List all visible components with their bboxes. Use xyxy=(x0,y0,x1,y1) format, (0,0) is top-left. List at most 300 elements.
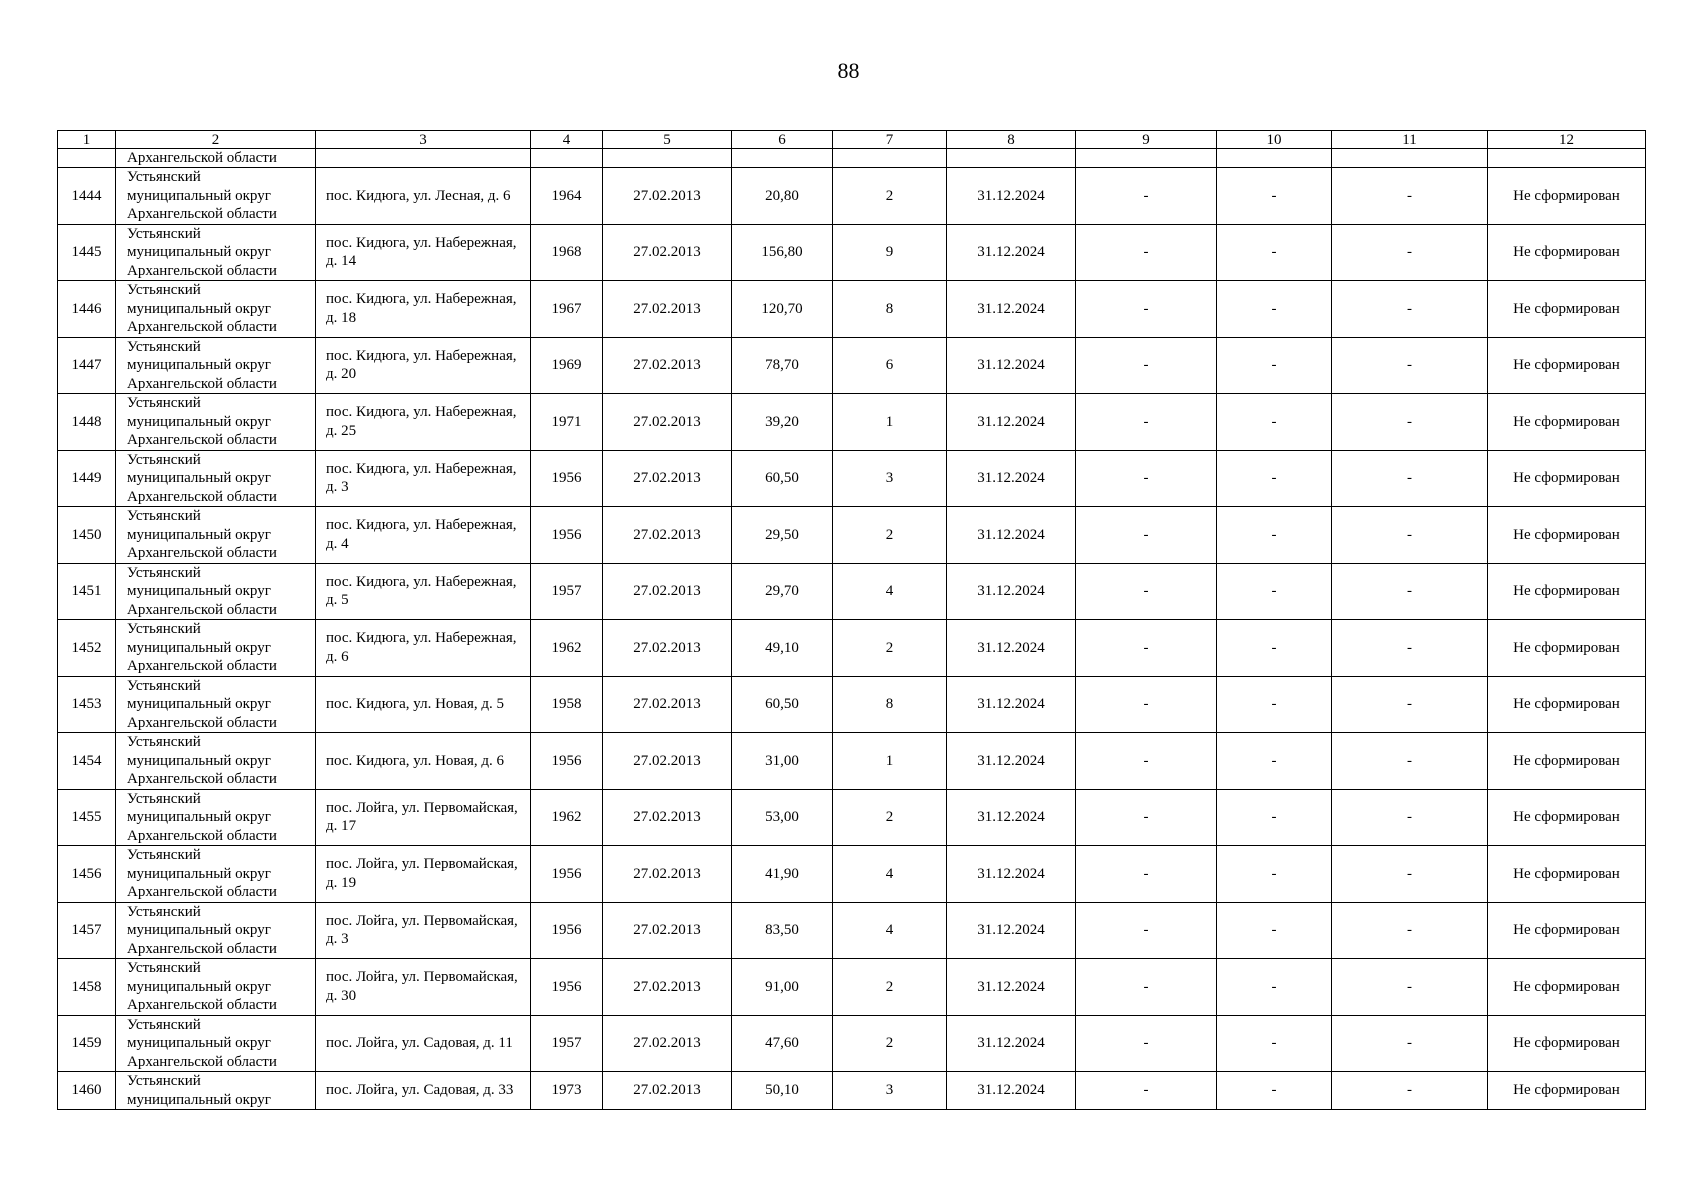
row-number-cell: 1460 xyxy=(58,1072,116,1110)
col9-cell: - xyxy=(1076,1072,1217,1110)
residents-cell: 4 xyxy=(833,846,947,903)
col10-cell: - xyxy=(1217,846,1332,903)
municipality-line: муниципальный округ xyxy=(127,752,271,769)
col10-cell: - xyxy=(1217,902,1332,959)
col9-cell: - xyxy=(1076,676,1217,733)
col10-cell: - xyxy=(1217,733,1332,790)
row-number-cell: 1447 xyxy=(58,337,116,394)
table-row xyxy=(58,902,1646,959)
col11-cell: - xyxy=(1332,224,1488,281)
deadline-date-cell: 31.12.2024 xyxy=(947,1072,1076,1110)
area-cell: 78,70 xyxy=(732,337,833,394)
municipality-cell xyxy=(116,1072,316,1110)
municipality-cell xyxy=(116,224,316,281)
table-row xyxy=(58,224,1646,281)
date-cell: 27.02.2013 xyxy=(603,168,732,225)
area-cell: 60,50 xyxy=(732,676,833,733)
column-number-row xyxy=(58,131,1646,149)
col9-cell: - xyxy=(1076,224,1217,281)
table-row xyxy=(58,846,1646,903)
column-number-3: 3 xyxy=(316,131,531,149)
municipality-cell xyxy=(116,507,316,564)
municipality-line: Устьянский xyxy=(127,225,201,242)
col11-cell: - xyxy=(1332,620,1488,677)
col11-cell: - xyxy=(1332,281,1488,338)
col11-cell: - xyxy=(1332,902,1488,959)
col10-cell: - xyxy=(1217,1015,1332,1072)
status-cell: Не сформирован xyxy=(1488,224,1646,281)
municipality-line: Архангельской области xyxy=(127,1053,277,1070)
area-cell: 50,10 xyxy=(732,1072,833,1110)
municipality-line: Устьянский xyxy=(127,395,201,411)
column-number-10: 10 xyxy=(1217,131,1332,149)
deadline-date-cell: 31.12.2024 xyxy=(947,902,1076,959)
date-cell: 27.02.2013 xyxy=(603,789,732,846)
residents-cell: 9 xyxy=(833,224,947,281)
status-cell: Не сформирован xyxy=(1488,789,1646,846)
deadline-date-cell: 31.12.2024 xyxy=(947,620,1076,677)
col11-cell: - xyxy=(1332,789,1488,846)
municipality-line: Устьянский xyxy=(127,621,201,637)
residents-cell: 2 xyxy=(833,789,947,846)
area-cell: 156,80 xyxy=(732,224,833,281)
residents-cell: 2 xyxy=(833,168,947,225)
table-row xyxy=(58,676,1646,733)
address-cell: пос. Лойга, ул. Первомайская, д. 3 xyxy=(316,902,531,959)
municipality-cell xyxy=(116,450,316,507)
col11-cell: - xyxy=(1332,676,1488,733)
table-row xyxy=(58,450,1646,507)
column-number-6: 6 xyxy=(732,131,833,149)
col11-cell: - xyxy=(1332,168,1488,225)
table-row xyxy=(58,563,1646,620)
municipality-line: Устьянский xyxy=(127,677,201,694)
municipality-line: муниципальный округ xyxy=(127,1091,271,1108)
year-built-cell: 1964 xyxy=(531,168,603,225)
col10-cell: - xyxy=(1217,507,1332,564)
municipality-line: муниципальный округ xyxy=(127,526,271,543)
residents-cell: 4 xyxy=(833,902,947,959)
table-row xyxy=(58,733,1646,790)
status-cell: Не сформирован xyxy=(1488,676,1646,733)
col9-cell: - xyxy=(1076,507,1217,564)
date-cell: 27.02.2013 xyxy=(603,394,732,451)
col11-cell xyxy=(1332,149,1488,168)
col10-cell: - xyxy=(1217,337,1332,394)
col9-cell: - xyxy=(1076,902,1217,959)
table-row xyxy=(58,281,1646,338)
municipality-line: Архангельской области xyxy=(127,771,277,787)
address-cell: пос. Кидюга, ул. Набережная, д. 14 xyxy=(316,224,531,281)
municipality-line: Устьянский xyxy=(127,508,201,524)
municipality-line: Архангельской области xyxy=(127,658,277,674)
municipality-line: Устьянский xyxy=(127,564,201,581)
deadline-date-cell: 31.12.2024 xyxy=(947,337,1076,394)
column-number-5: 5 xyxy=(603,131,732,149)
date-cell: 27.02.2013 xyxy=(603,902,732,959)
area-cell xyxy=(732,149,833,168)
municipality-line: Архангельской области xyxy=(127,319,277,335)
municipality-line: муниципальный округ xyxy=(127,300,271,317)
year-built-cell: 1956 xyxy=(531,450,603,507)
deadline-date-cell: 31.12.2024 xyxy=(947,394,1076,451)
address-cell: пос. Лойга, ул. Садовая, д. 11 xyxy=(316,1015,531,1072)
municipality-line: муниципальный округ xyxy=(127,244,271,260)
status-cell: Не сформирован xyxy=(1488,620,1646,677)
address-cell: пос. Кидюга, ул. Новая, д. 6 xyxy=(316,733,531,790)
col10-cell: - xyxy=(1217,563,1332,620)
address-cell: пос. Кидюга, ул. Набережная, д. 4 xyxy=(316,507,531,564)
municipality-line: Архангельской области xyxy=(127,884,277,900)
address-cell: пос. Лойга, ул. Первомайская, д. 17 xyxy=(316,789,531,846)
status-cell: Не сформирован xyxy=(1488,733,1646,790)
residents-cell: 2 xyxy=(833,620,947,677)
column-number-9: 9 xyxy=(1076,131,1217,149)
column-number-2: 2 xyxy=(116,131,316,149)
municipality-line: муниципальный округ xyxy=(127,978,271,995)
address-cell: пос. Кидюга, ул. Набережная, д. 18 xyxy=(316,281,531,338)
municipality-cell xyxy=(116,620,316,677)
address-cell: пос. Кидюга, ул. Набережная, д. 25 xyxy=(316,394,531,451)
area-cell: 49,10 xyxy=(732,620,833,677)
column-number-4: 4 xyxy=(531,131,603,149)
year-built-cell: 1957 xyxy=(531,1015,603,1072)
table-row xyxy=(58,507,1646,564)
status-cell: Не сформирован xyxy=(1488,563,1646,620)
row-number-cell: 1456 xyxy=(58,846,116,903)
date-cell: 27.02.2013 xyxy=(603,337,732,394)
municipality-line: Архангельской области xyxy=(127,601,277,618)
date-cell: 27.02.2013 xyxy=(603,281,732,338)
year-built-cell: 1958 xyxy=(531,676,603,733)
address-cell: пос. Кидюга, ул. Набережная, д. 5 xyxy=(316,563,531,620)
municipality-line: Архангельской области xyxy=(127,206,277,222)
col9-cell: - xyxy=(1076,337,1217,394)
municipality-line: Устьянский xyxy=(127,451,201,468)
area-cell: 31,00 xyxy=(732,733,833,790)
column-number-7: 7 xyxy=(833,131,947,149)
status-cell xyxy=(1488,149,1646,168)
municipality-line: Архангельской области xyxy=(127,714,277,731)
col9-cell: - xyxy=(1076,563,1217,620)
date-cell: 27.02.2013 xyxy=(603,224,732,281)
col11-cell: - xyxy=(1332,507,1488,564)
deadline-date-cell: 31.12.2024 xyxy=(947,676,1076,733)
area-cell: 29,70 xyxy=(732,563,833,620)
residents-cell: 3 xyxy=(833,450,947,507)
address-cell: пос. Лойга, ул. Первомайская, д. 30 xyxy=(316,959,531,1016)
status-cell: Не сформирован xyxy=(1488,168,1646,225)
municipality-line: Устьянский xyxy=(127,790,201,807)
col9-cell: - xyxy=(1076,789,1217,846)
col10-cell: - xyxy=(1217,789,1332,846)
col10-cell xyxy=(1217,149,1332,168)
municipality-line: Архангельской области xyxy=(127,149,277,166)
col9-cell: - xyxy=(1076,394,1217,451)
col11-cell: - xyxy=(1332,1015,1488,1072)
col10-cell: - xyxy=(1217,450,1332,507)
table-row xyxy=(58,168,1646,225)
year-built-cell: 1967 xyxy=(531,281,603,338)
municipality-line: муниципальный округ xyxy=(127,413,271,430)
col10-cell: - xyxy=(1217,224,1332,281)
area-cell: 53,00 xyxy=(732,789,833,846)
year-built-cell xyxy=(531,149,603,168)
municipality-cell xyxy=(116,846,316,903)
area-cell: 91,00 xyxy=(732,959,833,1016)
year-built-cell: 1956 xyxy=(531,902,603,959)
address-cell: пос. Лойга, ул. Садовая, д. 33 xyxy=(316,1072,531,1110)
area-cell: 41,90 xyxy=(732,846,833,903)
municipality-line: Архангельской области xyxy=(127,488,277,505)
municipality-cell xyxy=(116,168,316,225)
deadline-date-cell xyxy=(947,149,1076,168)
municipality-line: муниципальный округ xyxy=(127,809,271,825)
municipality-line: муниципальный округ xyxy=(127,922,271,938)
status-cell: Не сформирован xyxy=(1488,507,1646,564)
address-cell: пос. Кидюга, ул. Набережная, д. 20 xyxy=(316,337,531,394)
col9-cell: - xyxy=(1076,281,1217,338)
address-cell: пос. Лойга, ул. Первомайская, д. 19 xyxy=(316,846,531,903)
year-built-cell: 1956 xyxy=(531,959,603,1016)
date-cell: 27.02.2013 xyxy=(603,1072,732,1110)
residents-cell: 8 xyxy=(833,281,947,338)
row-number-cell: 1450 xyxy=(58,507,116,564)
col11-cell: - xyxy=(1332,450,1488,507)
municipality-line: Архангельской области xyxy=(127,940,277,957)
status-cell: Не сформирован xyxy=(1488,1072,1646,1110)
row-number-cell: 1445 xyxy=(58,224,116,281)
date-cell: 27.02.2013 xyxy=(603,959,732,1016)
date-cell: 27.02.2013 xyxy=(603,733,732,790)
col9-cell xyxy=(1076,149,1217,168)
col11-cell: - xyxy=(1332,959,1488,1016)
deadline-date-cell: 31.12.2024 xyxy=(947,563,1076,620)
area-cell: 120,70 xyxy=(732,281,833,338)
col10-cell: - xyxy=(1217,620,1332,677)
row-number-cell: 1451 xyxy=(58,563,116,620)
municipality-cell xyxy=(116,902,316,959)
col11-cell: - xyxy=(1332,733,1488,790)
col9-cell: - xyxy=(1076,450,1217,507)
status-cell: Не сформирован xyxy=(1488,959,1646,1016)
row-number-cell xyxy=(58,149,116,168)
year-built-cell: 1956 xyxy=(531,733,603,790)
area-cell: 29,50 xyxy=(732,507,833,564)
municipality-line: муниципальный округ xyxy=(127,583,271,599)
municipality-line: Архангельской области xyxy=(127,262,277,279)
row-number-cell: 1452 xyxy=(58,620,116,677)
col10-cell: - xyxy=(1217,281,1332,338)
municipality-cell xyxy=(116,1015,316,1072)
year-built-cell: 1968 xyxy=(531,224,603,281)
row-number-cell: 1446 xyxy=(58,281,116,338)
municipality-cell xyxy=(116,337,316,394)
municipality-cell xyxy=(116,733,316,790)
row-number-cell: 1459 xyxy=(58,1015,116,1072)
table-row xyxy=(58,149,1646,168)
municipality-line: Устьянский xyxy=(127,960,201,976)
municipality-line: Устьянский xyxy=(127,734,201,750)
address-cell: пос. Кидюга, ул. Новая, д. 5 xyxy=(316,676,531,733)
municipality-line: Устьянский xyxy=(127,903,201,920)
year-built-cell: 1971 xyxy=(531,394,603,451)
deadline-date-cell: 31.12.2024 xyxy=(947,846,1076,903)
status-cell: Не сформирован xyxy=(1488,902,1646,959)
col10-cell: - xyxy=(1217,168,1332,225)
residents-cell: 1 xyxy=(833,733,947,790)
col11-cell: - xyxy=(1332,563,1488,620)
column-number-1: 1 xyxy=(58,131,116,149)
col10-cell: - xyxy=(1217,959,1332,1016)
address-cell xyxy=(316,149,531,168)
status-cell: Не сформирован xyxy=(1488,1015,1646,1072)
column-number-11: 11 xyxy=(1332,131,1488,149)
year-built-cell: 1962 xyxy=(531,789,603,846)
municipality-line: Устьянский xyxy=(127,282,201,298)
row-number-cell: 1457 xyxy=(58,902,116,959)
residents-cell: 4 xyxy=(833,563,947,620)
status-cell: Не сформирован xyxy=(1488,394,1646,451)
row-number-cell: 1455 xyxy=(58,789,116,846)
residents-cell: 2 xyxy=(833,1015,947,1072)
residents-cell xyxy=(833,149,947,168)
area-cell: 39,20 xyxy=(732,394,833,451)
col10-cell: - xyxy=(1217,1072,1332,1110)
residents-cell: 2 xyxy=(833,507,947,564)
column-number-12: 12 xyxy=(1488,131,1646,149)
residents-cell: 3 xyxy=(833,1072,947,1110)
municipality-line: Архангельской области xyxy=(127,432,277,448)
date-cell: 27.02.2013 xyxy=(603,507,732,564)
residents-cell: 6 xyxy=(833,337,947,394)
deadline-date-cell: 31.12.2024 xyxy=(947,959,1076,1016)
deadline-date-cell: 31.12.2024 xyxy=(947,733,1076,790)
date-cell: 27.02.2013 xyxy=(603,676,732,733)
col11-cell: - xyxy=(1332,337,1488,394)
municipality-cell xyxy=(116,789,316,846)
table-body xyxy=(58,131,1646,1110)
municipality-cell xyxy=(116,959,316,1016)
residents-cell: 2 xyxy=(833,959,947,1016)
residents-cell: 1 xyxy=(833,394,947,451)
year-built-cell: 1973 xyxy=(531,1072,603,1110)
table-row xyxy=(58,620,1646,677)
address-cell: пос. Кидюга, ул. Набережная, д. 6 xyxy=(316,620,531,677)
deadline-date-cell: 31.12.2024 xyxy=(947,789,1076,846)
col11-cell: - xyxy=(1332,846,1488,903)
municipality-line: Устьянский xyxy=(127,847,201,863)
row-number-cell: 1454 xyxy=(58,733,116,790)
municipality-cell xyxy=(116,281,316,338)
deadline-date-cell: 31.12.2024 xyxy=(947,507,1076,564)
deadline-date-cell: 31.12.2024 xyxy=(947,1015,1076,1072)
municipality-line: муниципальный округ xyxy=(127,187,271,204)
col9-cell: - xyxy=(1076,620,1217,677)
date-cell: 27.02.2013 xyxy=(603,620,732,677)
table-row xyxy=(58,1072,1646,1110)
municipality-cell xyxy=(116,676,316,733)
status-cell: Не сформирован xyxy=(1488,337,1646,394)
col9-cell: - xyxy=(1076,168,1217,225)
municipality-line: Архангельской области xyxy=(127,827,277,844)
page-number: 88 xyxy=(837,58,860,83)
area-cell: 20,80 xyxy=(732,168,833,225)
col11-cell: - xyxy=(1332,1072,1488,1110)
status-cell: Не сформирован xyxy=(1488,450,1646,507)
table-row xyxy=(58,1015,1646,1072)
row-number-cell: 1448 xyxy=(58,394,116,451)
municipality-cell xyxy=(116,394,316,451)
year-built-cell: 1957 xyxy=(531,563,603,620)
status-cell: Не сформирован xyxy=(1488,846,1646,903)
deadline-date-cell: 31.12.2024 xyxy=(947,281,1076,338)
year-built-cell: 1956 xyxy=(531,846,603,903)
row-number-cell: 1458 xyxy=(58,959,116,1016)
column-number-8: 8 xyxy=(947,131,1076,149)
municipality-line: Архангельской области xyxy=(127,997,277,1013)
municipality-line: Устьянский xyxy=(127,1016,201,1033)
row-number-cell: 1449 xyxy=(58,450,116,507)
date-cell: 27.02.2013 xyxy=(603,1015,732,1072)
deadline-date-cell: 31.12.2024 xyxy=(947,450,1076,507)
table-row xyxy=(58,337,1646,394)
col9-cell: - xyxy=(1076,959,1217,1016)
municipality-line: муниципальный округ xyxy=(127,639,271,656)
table-row xyxy=(58,394,1646,451)
date-cell: 27.02.2013 xyxy=(603,846,732,903)
year-built-cell: 1969 xyxy=(531,337,603,394)
address-cell: пос. Кидюга, ул. Лесная, д. 6 xyxy=(316,168,531,225)
municipality-cell xyxy=(116,149,316,168)
municipality-line: Устьянский xyxy=(127,338,201,355)
municipality-line: муниципальный округ xyxy=(127,470,271,486)
row-number-cell: 1453 xyxy=(58,676,116,733)
date-cell: 27.02.2013 xyxy=(603,563,732,620)
year-built-cell: 1956 xyxy=(531,507,603,564)
year-built-cell: 1962 xyxy=(531,620,603,677)
residents-cell: 8 xyxy=(833,676,947,733)
municipality-line: Архангельской области xyxy=(127,375,277,392)
register-table xyxy=(57,130,1646,1110)
municipality-line: Устьянский xyxy=(127,169,201,185)
col9-cell: - xyxy=(1076,1015,1217,1072)
area-cell: 47,60 xyxy=(732,1015,833,1072)
area-cell: 60,50 xyxy=(732,450,833,507)
municipality-line: Устьянский xyxy=(127,1073,201,1089)
col9-cell: - xyxy=(1076,846,1217,903)
row-number-cell: 1444 xyxy=(58,168,116,225)
col10-cell: - xyxy=(1217,394,1332,451)
municipality-line: Архангельской области xyxy=(127,545,277,561)
date-cell: 27.02.2013 xyxy=(603,450,732,507)
date-cell xyxy=(603,149,732,168)
municipality-line: муниципальный округ xyxy=(127,357,271,373)
municipality-line: муниципальный округ xyxy=(127,865,271,882)
address-cell: пос. Кидюга, ул. Набережная, д. 3 xyxy=(316,450,531,507)
col11-cell: - xyxy=(1332,394,1488,451)
col9-cell: - xyxy=(1076,733,1217,790)
status-cell: Не сформирован xyxy=(1488,281,1646,338)
col10-cell: - xyxy=(1217,676,1332,733)
table-row xyxy=(58,789,1646,846)
deadline-date-cell: 31.12.2024 xyxy=(947,168,1076,225)
municipality-cell xyxy=(116,563,316,620)
table-row xyxy=(58,959,1646,1016)
municipality-line: муниципальный округ xyxy=(127,1035,271,1051)
municipality-line: муниципальный округ xyxy=(127,696,271,712)
deadline-date-cell: 31.12.2024 xyxy=(947,224,1076,281)
